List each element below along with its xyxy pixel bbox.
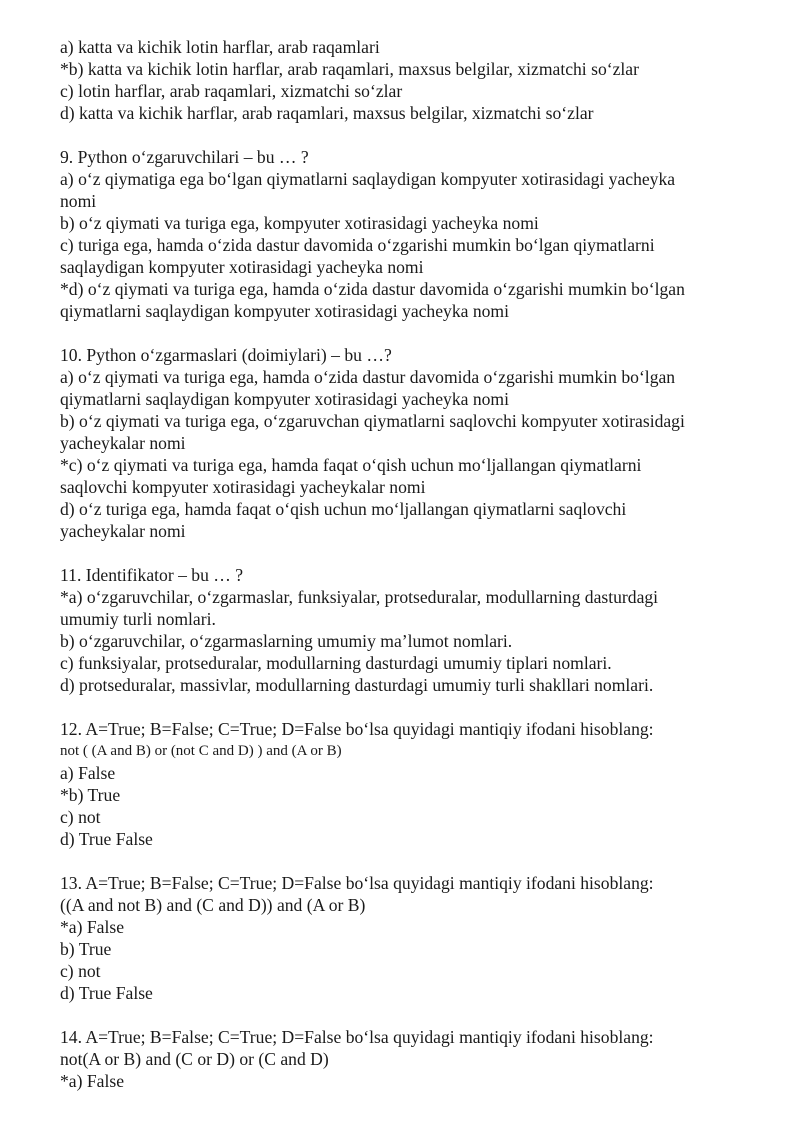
answer-option-continuation: yacheykalar nomi <box>60 521 186 541</box>
answer-option: d) o‘z turiga ega, hamda faqat o‘qish uchun mo‘ljallangan qiymatlarni saqlovchi <box>60 499 627 519</box>
answer-option: c) turiga ega, hamda o‘zida dastur davomida o‘zgarishi mumkin bo‘lgan qiymatlarni <box>60 235 655 255</box>
answer-option-correct: *d) o‘z qiymati va turiga ega, hamda o‘zida dastur davomida o‘zgarishi mumkin bo‘lgan <box>60 279 685 299</box>
answer-option-correct: *a) o‘zgaruvchilar, o‘zgarmaslar, funksiyalar, protseduralar, modullarning dasturdagi <box>60 587 659 607</box>
answer-option-correct: *a) False <box>60 917 125 937</box>
logic-expression: ((A and not B) and (C and D)) and (A or B) <box>60 895 366 915</box>
answer-option-continuation: umumiy turli nomlari. <box>60 609 216 629</box>
question-text: 14. A=True; B=False; C=True; D=False bo‘lsa quyidagi mantiqiy ifodani hisoblang: <box>60 1027 654 1047</box>
answer-option: c) funksiyalar, protseduralar, modullarning dasturdagi umumiy tiplari nomlari. <box>60 653 612 673</box>
answer-option-continuation: saqlaydigan kompyuter xotirasidagi yacheyka nomi <box>60 257 424 277</box>
question-8-options <box>60 36 760 124</box>
question-9 <box>60 146 760 322</box>
question-text: 13. A=True; B=False; C=True; D=False bo‘lsa quyidagi mantiqiy ifodani hisoblang: <box>60 873 654 893</box>
answer-option: d) True False <box>60 983 153 1003</box>
question-12 <box>60 718 760 850</box>
question-text: 12. A=True; B=False; C=True; D=False bo‘lsa quyidagi mantiqiy ifodani hisoblang: <box>60 719 654 739</box>
answer-option-continuation: qiymatlarni saqlaydigan kompyuter xotirasidagi yacheyka nomi <box>60 301 510 321</box>
question-text: 10. Python o‘zgarmaslari (doimiylari) – bu …? <box>60 345 392 365</box>
document-page <box>60 36 760 1114</box>
answer-option: b) True <box>60 939 112 959</box>
question-14 <box>60 1026 760 1092</box>
answer-option: a) o‘z qiymati va turiga ega, hamda o‘zida dastur davomida o‘zgarishi mumkin bo‘lgan <box>60 367 676 387</box>
answer-option: a) katta va kichik lotin harflar, arab raqamlari <box>60 37 380 57</box>
logic-expression: not ( (A and B) or (not C and D) ) and (A or B) <box>60 743 342 759</box>
answer-option: d) protseduralar, massivlar, modullarning dasturdagi umumiy turli shakllari nomlari. <box>60 675 654 695</box>
answer-option-correct: *a) False <box>60 1071 125 1091</box>
question-10 <box>60 344 760 542</box>
answer-option-continuation: nomi <box>60 191 97 211</box>
answer-option-correct: *b) katta va kichik lotin harflar, arab raqamlari, maxsus belgilar, xizmatchi so‘zlar <box>60 59 639 79</box>
answer-option: d) True False <box>60 829 153 849</box>
answer-option-continuation: qiymatlarni saqlaydigan kompyuter xotirasidagi yacheyka nomi <box>60 389 510 409</box>
answer-option-continuation: yacheykalar nomi <box>60 433 186 453</box>
answer-option: c) not <box>60 961 101 981</box>
answer-option: b) o‘z qiymati va turiga ega, kompyuter xotirasidagi yacheyka nomi <box>60 213 539 233</box>
answer-option-correct: *b) True <box>60 785 121 805</box>
answer-option: a) False <box>60 763 116 783</box>
answer-option: c) not <box>60 807 101 827</box>
answer-option: b) o‘zgaruvchilar, o‘zgarmaslarning umumiy ma’lumot nomlari. <box>60 631 513 651</box>
answer-option: d) katta va kichik harflar, arab raqamlari, maxsus belgilar, xizmatchi so‘zlar <box>60 103 594 123</box>
question-text: 11. Identifikator – bu … ? <box>60 565 244 585</box>
answer-option-continuation: saqlovchi kompyuter xotirasidagi yacheykalar nomi <box>60 477 426 497</box>
answer-option-correct: *c) o‘z qiymati va turiga ega, hamda faqat o‘qish uchun mo‘ljallangan qiymatlarni <box>60 455 642 475</box>
answer-option: a) o‘z qiymatiga ega bo‘lgan qiymatlarni saqlaydigan kompyuter xotirasidagi yacheyka <box>60 169 676 189</box>
question-11 <box>60 564 760 696</box>
answer-option: b) o‘z qiymati va turiga ega, o‘zgaruvchan qiymatlarni saqlovchi kompyuter xotirasidagi <box>60 411 685 431</box>
logic-expression: not(A or B) and (C or D) or (C and D) <box>60 1049 329 1069</box>
answer-option: c) lotin harflar, arab raqamlari, xizmatchi so‘zlar <box>60 81 403 101</box>
question-13 <box>60 872 760 1004</box>
question-text: 9. Python o‘zgaruvchilari – bu … ? <box>60 147 309 167</box>
